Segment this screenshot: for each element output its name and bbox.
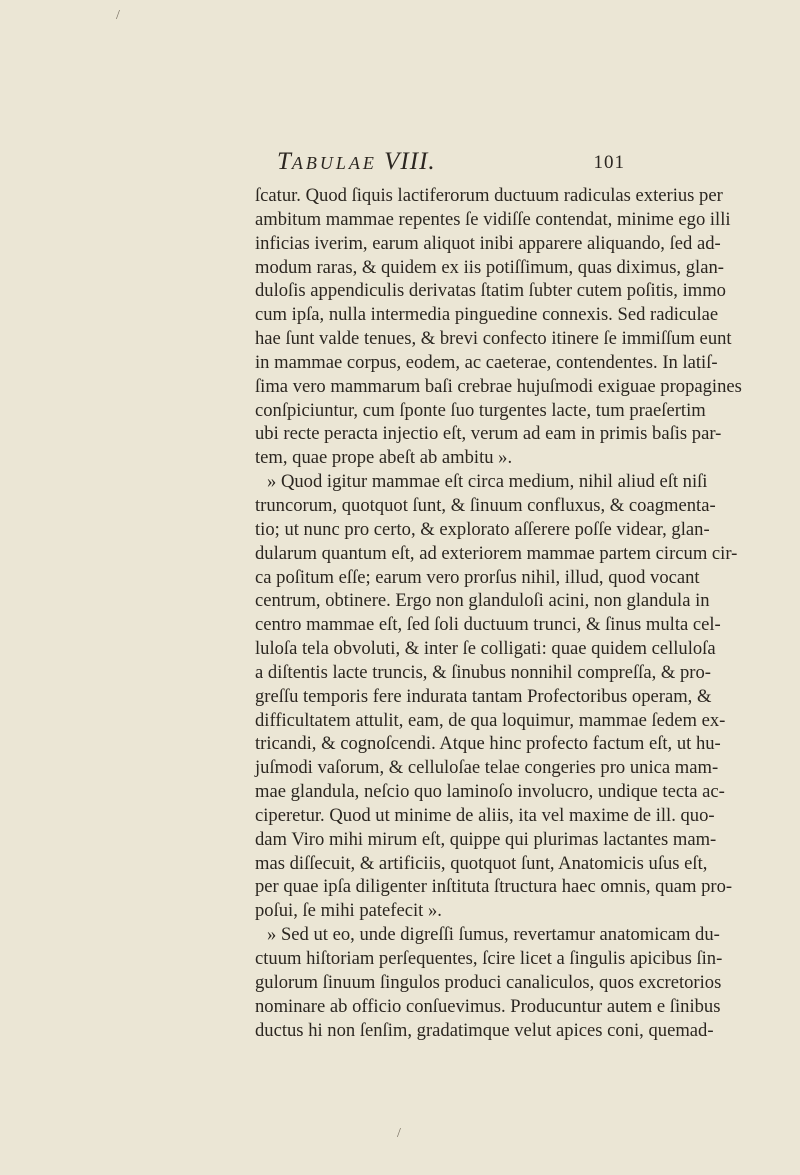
page-number: 101 (593, 152, 625, 173)
text-line: tem, quae prope abeſt ab ambitu ». (255, 447, 513, 469)
text-line: ctuum hiſtoriam perſequentes, ſcire licet a ſingulis apicibus ſin- (255, 948, 723, 969)
text-line: poſui, ſe mihi patefecit ». (255, 900, 442, 922)
title-rest: ABULAE (291, 153, 377, 173)
stray-mark: / (116, 8, 120, 23)
text-line: duloſis appendiculis derivatas ſtatim ſubter cutem poſitis, immo (255, 280, 726, 302)
text-line: gulorum ſinuum ſingulos produci canaliculos, quos excretorios (255, 971, 722, 993)
text-line: ambitum mammae repentes ſe vidiſſe contendat, minime ego illi (255, 208, 731, 230)
text-line: juſmodi vaſorum, & celluloſae telae congeries pro unica mam- (255, 757, 719, 779)
text-line: mas diſſecuit, & artificiis, quotquot ſunt, Anatomicis uſus eſt, (255, 852, 708, 874)
text-line: dularum quantum eſt, ad exteriorem mammae partem circum cir- (255, 542, 738, 564)
text-line: greſſu temporis fere indurata tantam Profectoribus operam, & (255, 685, 712, 707)
text-line: » Quod igitur mammae eſt circa medium, nihil aliud eſt niſi (267, 471, 708, 493)
text-line: centrum, obtinere. Ergo non glanduloſi acini, non glandula in (255, 590, 710, 612)
text-line: dam Viro mihi mirum eſt, quippe qui plurimas lactantes mam- (255, 828, 717, 850)
text-line: per quae ipſa diligenter inſtituta ſtructura haec omnis, quam pro- (255, 876, 733, 898)
page-header (255, 148, 625, 178)
title-numeral: VIII. (384, 148, 436, 175)
text-line: modum raras, & quidem ex iis potiſſimum, quas diximus, glan- (255, 256, 724, 278)
text-line: tio; ut nunc pro certo, & explorato aſſerere poſſe videar, glan- (255, 518, 710, 540)
text-line: cum ipſa, nulla intermedia pinguedine connexis. Sed radiculae (255, 304, 719, 326)
body-text (255, 184, 742, 1042)
text-line: conſpiciuntur, cum ſponte ſuo turgentes lacte, tum praeſertim (255, 399, 706, 421)
text-line: mae glandula, neſcio quo laminoſo involucro, undique tecta ac- (255, 781, 725, 803)
title-initial: T (277, 148, 292, 175)
text-line: nominare ab officio conſuevimus. Producuntur autem e ſinibus (255, 995, 721, 1017)
text-line: inficias iverim, earum aliquot inibi apparere aliquando, ſed ad- (255, 232, 721, 254)
text-line: ca poſitum eſſe; earum vero prorſus nihil, illud, quod vocant (255, 566, 700, 588)
text-line: in mammae corpus, eodem, ac caeterae, contendentes. In latiſ- (255, 351, 718, 373)
stray-mark: / (397, 1126, 401, 1141)
text-line: ductus hi non ſenſim, gradatimque velut apices coni, quemad- (255, 1019, 714, 1041)
text-line: truncorum, quotquot ſunt, & ſinuum confluxus, & coagmenta- (255, 494, 716, 516)
text-line: » Sed ut eo, unde digreſſi ſumus, revertamur anatomicam du- (267, 924, 720, 946)
text-line: luloſa tela obvoluti, & inter ſe colligati: quae quidem celluloſa (255, 638, 716, 660)
text-line: ciperetur. Quod ut minime de aliis, ita vel maxime de ill. quo- (255, 804, 715, 826)
text-line: hae ſunt valde tenues, & brevi confecto itinere ſe immiſſum eunt (255, 328, 732, 350)
text-line: ubi recte peracta injectio eſt, verum ad eam in primis baſis par- (255, 423, 722, 445)
text-line: centro mammae eſt, ſed ſoli ductuum trunci, & ſinus multa cel- (255, 614, 721, 636)
text-line: a diſtentis lacte truncis, & ſinubus nonnihil compreſſa, & pro- (255, 661, 711, 683)
text-line: ſima vero mammarum baſi crebrae hujuſmodi exiguae propagines (255, 375, 742, 397)
running-title (277, 148, 436, 176)
text-line: difficultatem attulit, eam, de qua loquimur, mammae ſedem ex- (255, 709, 726, 731)
text-line: ſcatur. Quod ſiquis lactiferorum ductuum radiculas exterius per (255, 185, 723, 206)
text-line: tricandi, & cognoſcendi. Atque hinc profecto factum eſt, ut hu- (255, 733, 721, 755)
